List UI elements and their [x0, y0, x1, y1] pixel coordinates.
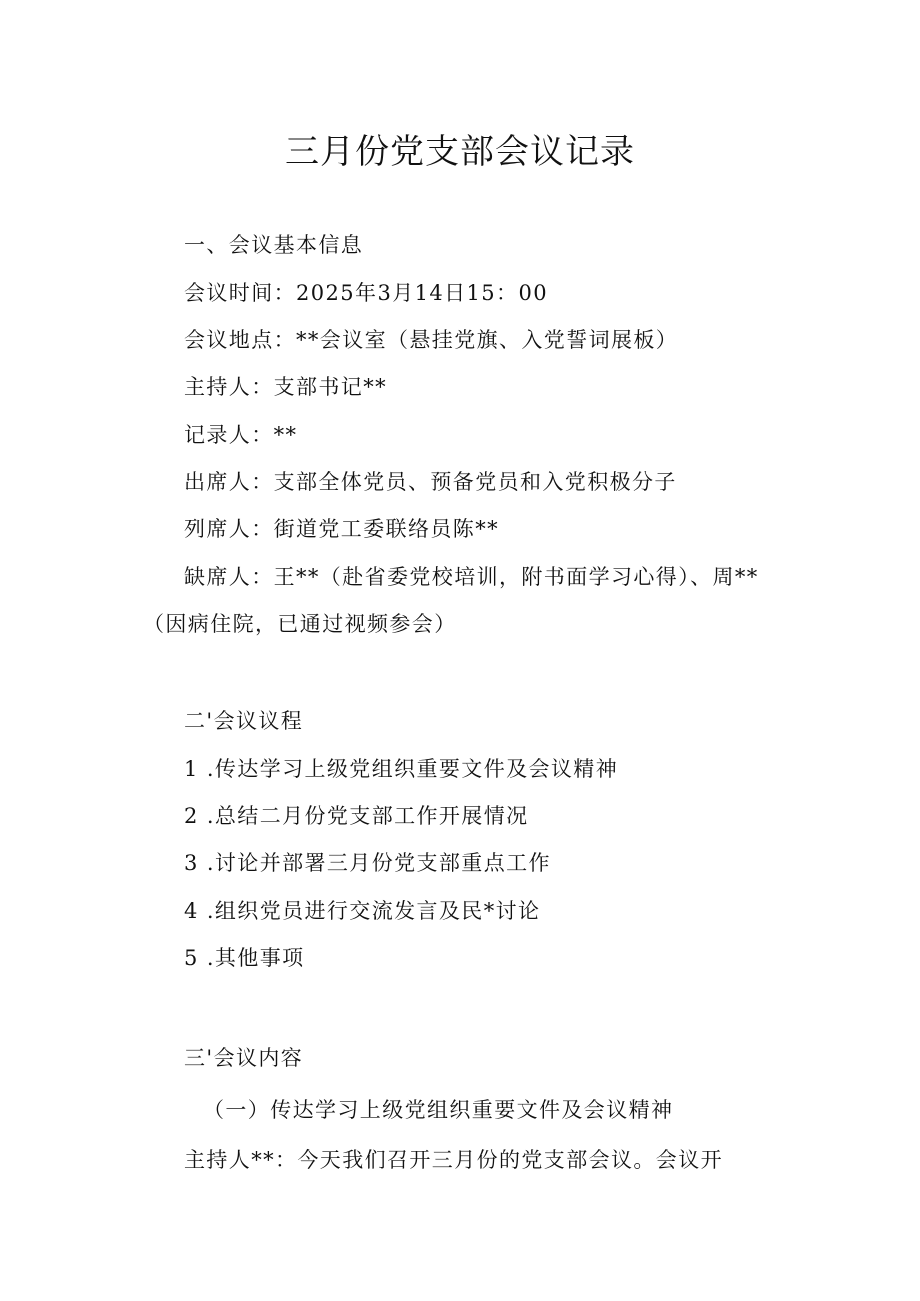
meeting-recorder: 记录人：**	[184, 423, 298, 447]
content-paragraph: 主持人**：今天我们召开三月份的党支部会议。会议开	[184, 1148, 723, 1172]
meeting-time: 会议时间：2025年3月14日15：00	[184, 281, 548, 305]
agenda-item: 5 .其他事项	[184, 946, 305, 970]
meeting-host: 主持人：支部书记**	[184, 375, 387, 399]
section3-heading: 三'会议内容	[184, 1046, 304, 1070]
meeting-absent: 缺席人：王**（赴省委党校培训，附书面学习心得）、周**	[184, 565, 759, 589]
agenda-item: 2 .总结二月份党支部工作开展情况	[184, 804, 529, 828]
meeting-location: 会议地点：**会议室（悬挂党旗、入党誓词展板）	[184, 328, 679, 352]
section2-heading: 二'会议议程	[184, 709, 304, 733]
section1-heading: 一、会议基本信息	[184, 233, 364, 257]
agenda-item: 1 .传达学习上级党组织重要文件及会议精神	[184, 757, 619, 781]
meeting-attendees: 出席人：支部全体党员、预备党员和入党积极分子	[184, 470, 677, 494]
document-title: 三月份党支部会议记录	[285, 132, 635, 172]
section3-subheading: （一）传达学习上级党组织重要文件及会议精神	[203, 1098, 674, 1122]
meeting-absent-continued: （因病住院，已通过视频参会）	[143, 612, 457, 636]
agenda-item: 3 .讨论并部署三月份党支部重点工作	[184, 851, 551, 875]
meeting-observers: 列席人：街道党工委联络员陈**	[184, 517, 499, 541]
agenda-item: 4 .组织党员进行交流发言及民*讨论	[184, 899, 541, 923]
